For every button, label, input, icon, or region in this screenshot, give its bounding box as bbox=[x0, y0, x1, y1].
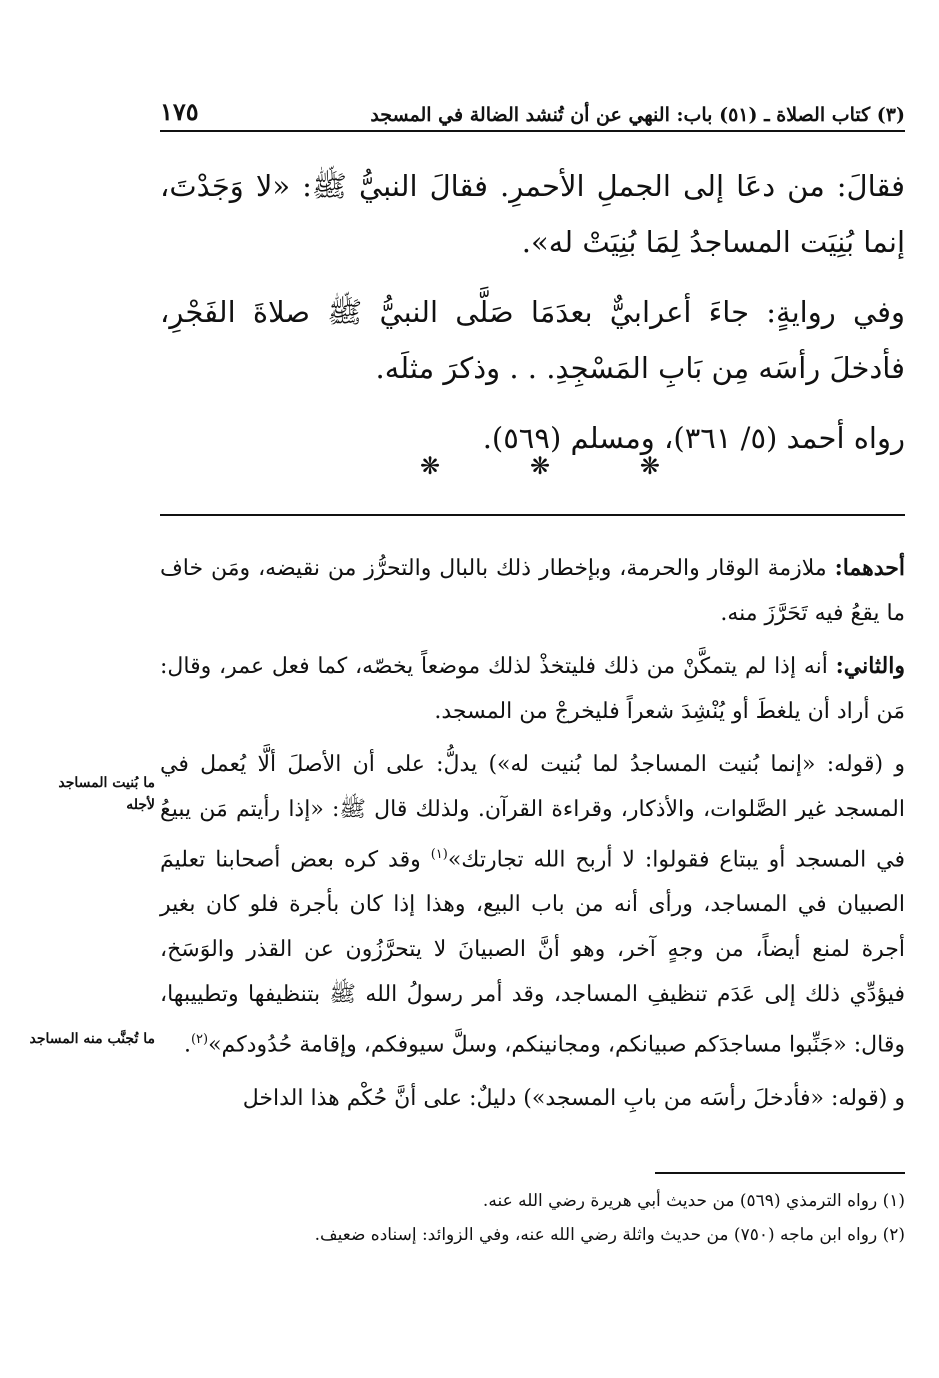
hadith-text bbox=[160, 158, 905, 480]
paragraph-body: ملازمة الوقار والحرمة، وبإخطار ذلك بالبال والتحرُّز من نقيضه، ومَن خاف ما يقعُ فيه تَحَرَّزَ منه. bbox=[160, 556, 905, 626]
commentary-separator bbox=[160, 514, 905, 516]
commentary-paragraph bbox=[160, 1076, 905, 1121]
footnote-ref[interactable]: (١) bbox=[430, 847, 448, 862]
star-ornament: ❋ bbox=[639, 452, 660, 480]
page-header bbox=[160, 92, 905, 132]
commentary-paragraph bbox=[160, 644, 905, 734]
hadith-citation: رواه أحمد (٥/ ٣٦١)، ومسلم (٥٦٩). bbox=[482, 421, 905, 455]
paragraph-end: . bbox=[183, 1032, 191, 1058]
hadith-paragraph: فقالَ: من دعَا إلى الجملِ الأحمرِ. فقالَ النبيُّ ﷺ: «لا وَجَدْتَ، إنما بُنِيَت المساجدُ لِمَا بُنِيَتْ له». bbox=[160, 169, 905, 259]
paragraph-body: و (قوله: «فأدخلَ رأسَه من بابِ المسجد») دليلٌ: على أنَّ حُكْم هذا الداخل bbox=[242, 1085, 905, 1111]
footnote: (٢) رواه ابن ماجه (٧٥٠) من حديث واثلة رضي الله عنه، وفي الزوائد: إسناده ضعيف. bbox=[314, 1225, 905, 1245]
paragraph-body: و (قوله: «إنما بُنيت المساجدُ لما بُنيت له») يدلُّ: على أن الأصلَ ألَّا يُعمل في المسجد غير الصَّلوات، والأذكار، وقراءة القرآن. ولذلك قال ﷺ: «إذا رأيتم مَن يبيعُ في المسجد أو يبتاع فقولوا: لا أربح الله تجارتك» bbox=[160, 752, 905, 873]
margin-note: ما تُجنَّب منه المساجد bbox=[29, 1031, 155, 1047]
footnote: (١) رواه الترمذي (٥٦٩) من حديث أبي هريرة رضي الله عنه. bbox=[482, 1191, 905, 1211]
running-title: (٣) كتاب الصلاة ـ (٥١) باب: النهي عن أن تُنشد الضالة في المسجد bbox=[370, 104, 905, 126]
page-number: ١٧٥ bbox=[160, 97, 199, 126]
footnote-ref[interactable]: (٢) bbox=[190, 1032, 209, 1048]
hadith-paragraph: وفي روايةٍ: جاءَ أعرابيٌّ بعدَمَا صَلَّى النبيُّ ﷺ صلاةَ الفَجْرِ، فأدخلَ رأسَه مِن بَابِ المَسْجِدِ. . . وذكرَ مثلَه. bbox=[160, 295, 905, 385]
paragraph-lead: أحدهما: bbox=[834, 555, 905, 581]
margin-note: ما بُنيت المساجد لأجله bbox=[58, 775, 155, 813]
footnotes bbox=[160, 1184, 905, 1252]
paragraph-body: أنه إذا لم يتمكَّنْ من ذلك فليتخذْ لذلك موضعاً يخصّه، كما فعل عمر، وقال: مَن أراد أن يلغطَ أو يُنْشِدَ شعراً فليخرجْ من المسجد. bbox=[160, 654, 905, 724]
commentary-text bbox=[160, 546, 905, 1129]
commentary-paragraph bbox=[160, 546, 905, 636]
paragraph-body: وقد كره بعض أصحابنا تعليمَ الصبيان في المساجد، ورأى أنه من باب البيع، وهذا إذا كان بأجرة فلو كان بغير أجرة لمنع أيضاً، من وجهٍ آخر، وهو أنَّ الصبيانَ لا يتحرَّزُون عن القذر والوَسَخ، فيؤدِّي ذلك إلى عَدَم تنظيفِ المساجد، وقد أمر رسولُ الله ﷺ بتنظيفها وتطييبها، وقال: «جَنِّبوا مساجدَكم صبيانكم، ومجانينكم، وسلَّ سيوفكم، وإقامة حُدُودكم» bbox=[160, 847, 905, 1058]
paragraph-lead: والثاني: bbox=[835, 653, 905, 679]
footnote-separator bbox=[655, 1172, 905, 1174]
section-divider-stars bbox=[420, 452, 660, 480]
commentary-paragraph bbox=[160, 742, 905, 1068]
star-ornament: ❋ bbox=[420, 452, 441, 480]
star-ornament: ❋ bbox=[529, 452, 551, 480]
